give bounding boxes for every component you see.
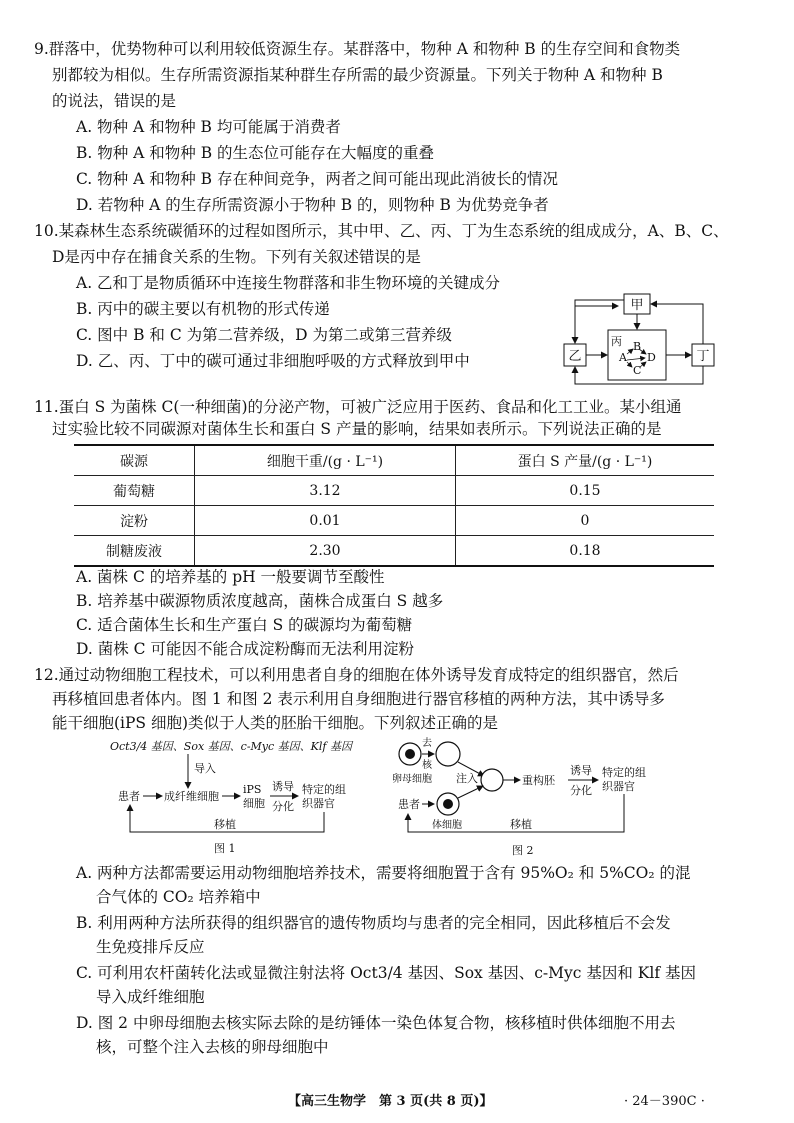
q12-option-c-line1: C. 可利用农杆菌转化法或显微注射法将 Oct3/4 基因、Sox 基因、c-Myc 基因和 Klf 基因 [76,964,696,982]
q9-stem-line2: 别都较为相似。生存所需资源指某种群生存所需的最少资源量。下列关于物种 A 和物种 B [52,66,663,84]
fig2-organ-line2: 织器官 [602,780,635,793]
q12-stem-line1: 12.通过动物细胞工程技术，可以利用患者自身的细胞在体外诱导发育成特定的组织器官，然后 [34,666,679,684]
q10-option-c: C. 图中 B 和 C 为第二营养级，D 为第二或第三营养级 [76,326,452,344]
fig2-remove-2: 核 [422,760,432,771]
fig2-egg: 卵母细胞 [392,774,432,785]
figure-1 [110,738,380,858]
q12-option-d-line2: 核，可整个注入去核的卵母细胞中 [96,1038,329,1056]
q9-option-d: D. 若物种 A 的生存所需资源小于物种 B 的，则物种 B 为优势竞争者 [76,196,549,214]
page-footer-code: · 24－390C · [624,1094,705,1109]
q12-option-a-line1: A. 两种方法都需要运用动物细胞培养技术，需要将细胞置于含有 95%O₂ 和 5%CO₂ 的混 [76,864,691,882]
carbon-source-table [74,444,714,567]
fig1-differentiate: 分化 [272,800,294,813]
fig1-fibro: 成纤维细胞 [164,790,219,803]
node-yi: 乙 [568,349,582,364]
q12-option-d-line1: D. 图 2 中卵母细胞去核实际去除的是纺锤体一染色体复合物，核移植时供体细胞不用去 [76,1014,676,1032]
fig2-patient: 患者 [398,798,420,811]
table-cell: 0.15 [456,476,715,506]
fig1-genes: Oct3/4 基因、Sox 基因、c-Myc 基因、Klf 基因 [110,740,352,753]
figure-2 [392,736,692,858]
fig1-ips-cell: 细胞 [243,797,265,810]
table-cell: 2.30 [195,536,456,567]
q10-stem-line2: D是丙中存在捕食关系的生物。下列有关叙述错误的是 [52,248,421,266]
table-header: 蛋白 S 产量/(g · L⁻¹) [456,445,715,476]
q12-option-b-line2: 生免疫排斥反应 [96,938,205,956]
node-b: B [633,340,642,353]
q12-stem-line2: 再移植回患者体内。图 1 和图 2 表示利用自身细胞进行器官移植的两种方法，其中诱导多 [52,690,665,708]
table-cell: 0 [456,506,715,536]
fig2-induce: 诱导 [570,764,592,777]
q11-stem-line2: 过实验比较不同碳源对菌体生长和蛋白 S 产量的影响，结果如表所示。下列说法正确的是 [52,420,662,438]
fig2-transplant: 移植 [510,818,532,831]
table-row [74,476,714,506]
q11-option-a: A. 菌株 C 的培养基的 pH 一般要调节至酸性 [76,568,385,586]
q10-option-a: A. 乙和丁是物质循环中连接生物群落和非生物环境的关键成分 [76,274,501,292]
fig1-patient: 患者 [118,790,140,803]
node-ding: 丁 [696,349,710,364]
node-bing: 丙 [611,335,622,348]
fig2-embryo: 重构胚 [522,774,555,787]
fig1-induce: 诱导 [272,780,294,793]
carbon-cycle-diagram [560,288,720,388]
table-cell: 0.01 [195,506,456,536]
table-header: 细胞干重/(g · L⁻¹) [195,445,456,476]
fig1-import: 导入 [194,762,216,775]
q12-option-a-line2: 合气体的 CO₂ 培养箱中 [96,888,261,906]
q9-option-b: B. 物种 A 和物种 B 的生态位可能存在大幅度的重叠 [76,144,435,162]
fig2-caption: 图 2 [512,844,534,857]
fig2-differentiate: 分化 [570,784,592,797]
fig1-caption: 图 1 [214,842,236,855]
q11-option-c: C. 适合菌体生长和生产蛋白 S 的碳源均为葡萄糖 [76,616,413,634]
q12-option-c-line2: 导入成纤维细胞 [96,988,205,1006]
q11-option-b: B. 培养基中碳源物质浓度越高，菌株合成蛋白 S 越多 [76,592,444,610]
node-a: A [619,351,627,364]
q10-option-d: D. 乙、丙、丁中的碳可通过非细胞呼吸的方式释放到甲中 [76,352,470,370]
fig1-organ-line1: 特定的组 [302,783,346,796]
table-cell: 葡萄糖 [74,476,195,506]
table-cell: 0.18 [456,536,715,567]
page-footer-label: 【高三生物学 第 3 页(共 8 页)】 [288,1094,493,1109]
q12-option-b-line1: B. 利用两种方法所获得的组织器官的遗传物质均与患者的完全相同，因此移植后不会发 [76,914,671,932]
fig2-remove-1: 去 [422,738,432,749]
q9-stem-line1: 9.群落中，优势物种可以利用较低资源生存。某群落中，物种 A 和物种 B 的生存空间和食物类 [34,40,681,58]
q11-stem-line1: 11.蛋白 S 为菌株 C(一种细菌)的分泌产物，可被广泛应用于医药、食品和化工工业。某小组通 [34,398,682,416]
node-jia: 甲 [630,298,644,313]
fig1-transplant: 移植 [214,818,236,831]
node-c: C [633,364,642,377]
q12-stem-line3: 能干细胞(iPS 细胞)类似于人类的胚胎干细胞。下列叙述正确的是 [52,714,499,732]
q10-option-b: B. 丙中的碳主要以有机物的形式传递 [76,300,330,318]
fig1-ips: iPS [243,783,262,796]
table-cell: 制糖废液 [74,536,195,567]
q9-option-a: A. 物种 A 和物种 B 均可能属于消费者 [76,118,341,136]
table-row [74,536,714,567]
table-cell: 3.12 [195,476,456,506]
q10-stem-line1: 10.某森林生态系统碳循环的过程如图所示，其中甲、乙、丙、丁为生态系统的组成成分，A、B、C、 [34,222,729,240]
q9-option-c: C. 物种 A 和物种 B 存在种间竞争，两者之间可能出现此消彼长的情况 [76,170,558,188]
node-d: D [647,351,656,364]
table-header: 碳源 [74,445,195,476]
table-header-row [74,445,714,476]
fig2-somatic: 体细胞 [432,820,462,831]
table-row [74,506,714,536]
fig2-inject: 注入 [456,772,478,785]
q9-stem-line3: 的说法，错误的是 [52,92,177,110]
fig1-organ-line2: 织器官 [302,797,335,810]
q11-option-d: D. 菌株 C 可能因不能合成淀粉酶而无法利用淀粉 [76,640,414,658]
table-cell: 淀粉 [74,506,195,536]
fig2-organ-line1: 特定的组 [602,766,646,779]
